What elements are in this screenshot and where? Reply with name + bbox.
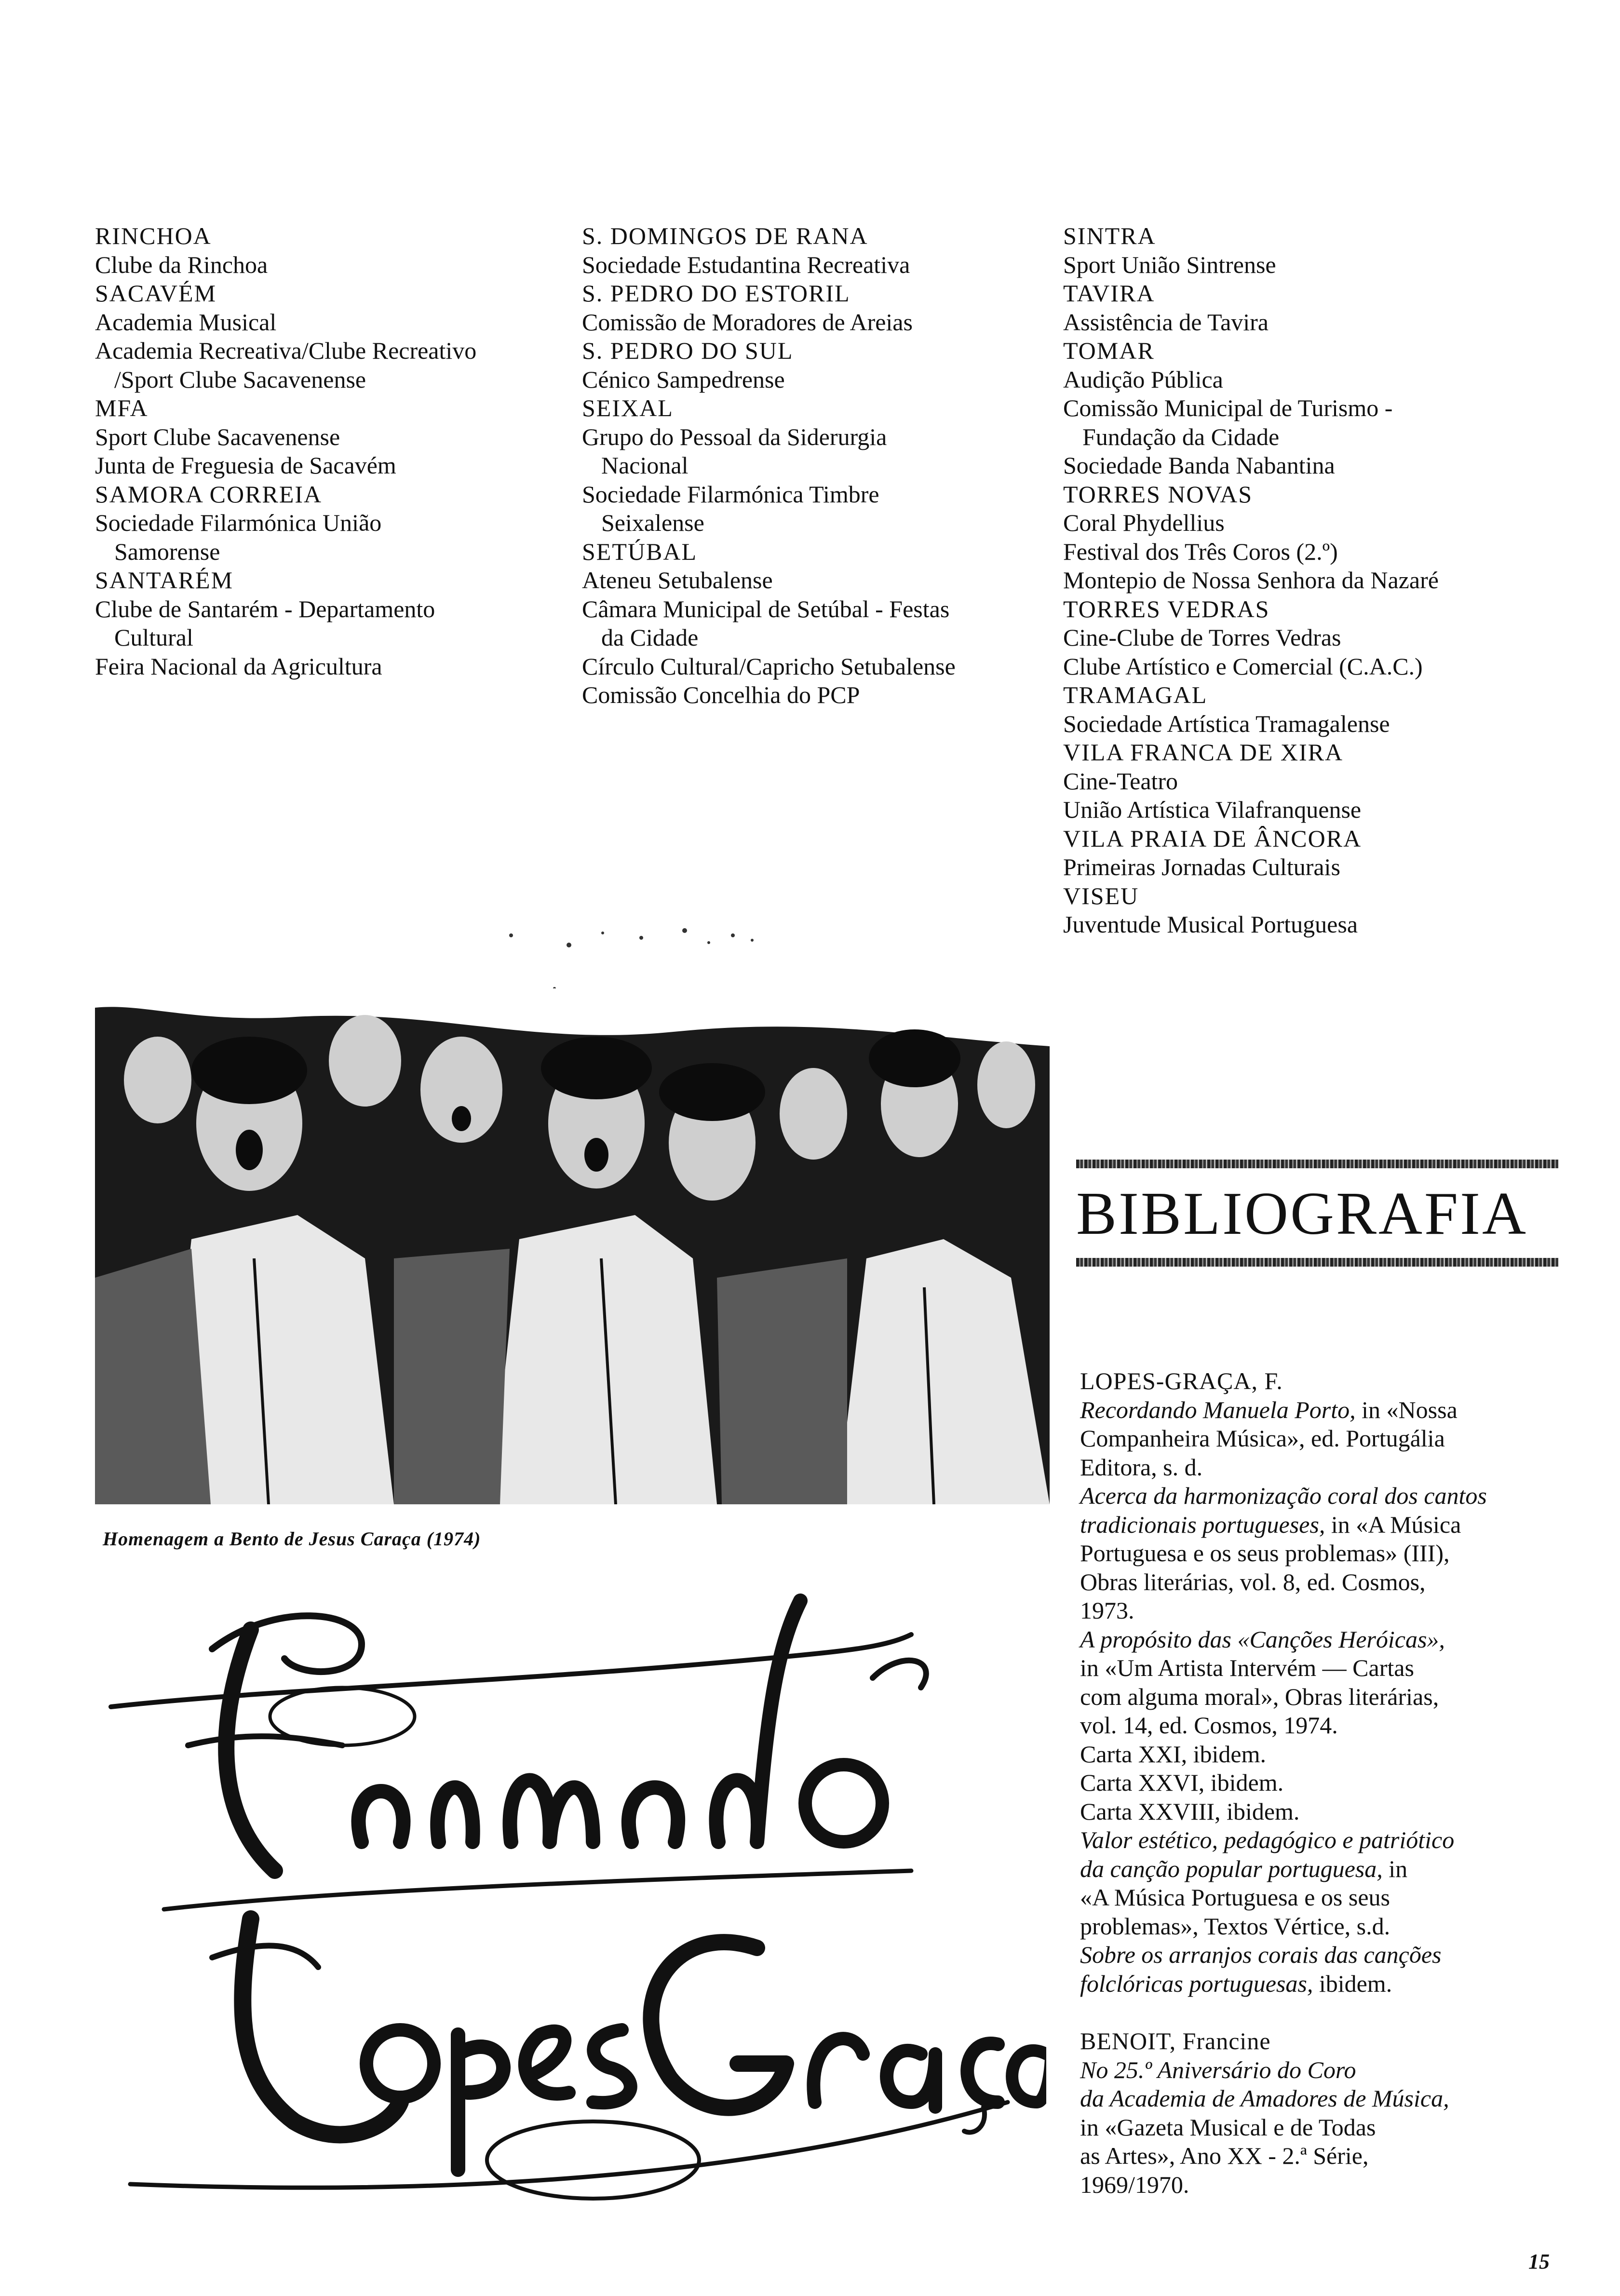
place-heading: SINTRA — [1063, 222, 1156, 249]
venue-entry: Sport União Sintrense — [1063, 251, 1276, 278]
reference-line — [1080, 2084, 1567, 2113]
reference-title: Sobre os arranjos corais das canções — [1080, 1941, 1442, 1968]
reference-line — [1080, 1396, 1567, 1425]
reference-line — [1080, 2113, 1567, 2142]
venue-entry: Sociedade Filarmónica Timbre — [582, 480, 879, 508]
venue-entry: Comissão de Moradores de Areias — [582, 308, 913, 336]
venue-entry: Assistência de Tavira — [1063, 308, 1269, 336]
venue-entry: Comissão Concelhia do PCP — [582, 681, 860, 708]
reference-line — [1080, 2171, 1567, 2200]
reference-line — [1080, 1769, 1567, 1797]
place-heading: VISEU — [1063, 882, 1139, 909]
venue-entry: Ateneu Setubalense — [582, 567, 773, 594]
place-heading: VILA FRANCA DE XIRA — [1063, 739, 1344, 766]
reference-text: Carta XXI, ibidem. — [1080, 1740, 1267, 1768]
reference-author — [1080, 1367, 1567, 1396]
reference-line — [1080, 1740, 1567, 1769]
reference-text: ibidem. — [1313, 1970, 1392, 1997]
bibliography-header — [1076, 1160, 1558, 1267]
venue-entry: Cultural — [114, 624, 193, 651]
venue-entry: Sociedade Banda Nabantina — [1063, 452, 1335, 479]
reference-title: folclóricas portuguesas, — [1080, 1970, 1313, 1997]
venue-entry: Sociedade Filarmónica União — [95, 509, 382, 536]
reference-text: in «Nossa — [1355, 1396, 1458, 1423]
reference-line — [1080, 1826, 1567, 1855]
place-heading: S. DOMINGOS DE RANA — [582, 222, 868, 249]
venue-entry: /Sport Clube Sacavenense — [114, 365, 366, 393]
venue-entry: Academia Musical — [95, 308, 277, 336]
reference-text: com alguma moral», Obras literárias, — [1080, 1683, 1439, 1710]
place-heading: SETÚBAL — [582, 538, 697, 565]
venue-entry: Nacional — [601, 452, 688, 479]
venue-entry: Cine-Clube de Torres Vedras — [1063, 624, 1341, 651]
reference-text: Editora, s. d. — [1080, 1453, 1203, 1481]
reference-text: in «A Música — [1325, 1511, 1461, 1538]
reference-text: Carta XXVIII, ibidem. — [1080, 1797, 1300, 1825]
place-heading: MFA — [95, 394, 148, 421]
venue-entry: Clube de Santarém - Departamento — [95, 595, 435, 622]
reference-line — [1080, 1970, 1567, 1999]
reference-text: Companheira Música», ed. Portugália — [1080, 1425, 1445, 1452]
venue-entry: Sociedade Artística Tramagalense — [1063, 710, 1390, 737]
reference-line — [1080, 1424, 1567, 1453]
photo-caption: Homenagem a Bento de Jesus Caraça (1974) — [103, 1528, 481, 1550]
reference-line — [1080, 1912, 1567, 1941]
place-heading: SACAVÉM — [95, 280, 217, 307]
reference-text: as Artes», Ano XX - 2.ª Série, — [1080, 2142, 1369, 2169]
venue-entry: Fundação da Cidade — [1082, 423, 1280, 450]
venue-column-2 — [582, 222, 1064, 710]
bibliography-list — [1080, 1367, 1567, 2199]
reference-line — [1080, 1883, 1567, 1912]
reference-spacer — [1080, 1998, 1567, 2027]
venue-entry: Clube Artístico e Comercial (C.A.C.) — [1063, 652, 1423, 680]
place-heading: VILA PRAIA DE ÂNCORA — [1063, 824, 1362, 852]
reference-title: da Academia de Amadores de Música, — [1080, 2085, 1449, 2112]
venue-entry: da Cidade — [601, 624, 699, 651]
reference-line — [1080, 1654, 1567, 1683]
reference-line — [1080, 1568, 1567, 1597]
venue-entry: União Artística Vilafranquense — [1063, 796, 1362, 823]
place-heading: TORRES VEDRAS — [1063, 595, 1270, 622]
reference-line — [1080, 2056, 1567, 2085]
reference-line — [1080, 1683, 1567, 1712]
venue-entry: Juventude Musical Portuguesa — [1063, 911, 1358, 938]
venue-entry: Cénico Sampedrense — [582, 365, 785, 393]
reference-text: LOPES-GRAÇA, F. — [1080, 1367, 1283, 1394]
reference-line — [1080, 1453, 1567, 1482]
venue-entry: Comissão Municipal de Turismo - — [1063, 394, 1393, 421]
reference-title: Valor estético, pedagógico e patriótico — [1080, 1826, 1455, 1853]
reference-line — [1080, 1511, 1567, 1540]
reference-text: Portuguesa e os seus problemas» (III), — [1080, 1540, 1450, 1567]
place-heading: TORRES NOVAS — [1063, 480, 1253, 508]
venue-entry: Junta de Freguesia de Sacavém — [95, 452, 396, 479]
crowd-photo-image — [95, 988, 1050, 1504]
venue-column-3 — [1063, 222, 1574, 939]
place-heading: SAMORA CORREIA — [95, 480, 323, 508]
reference-title: Recordando Manuela Porto, — [1080, 1396, 1356, 1423]
reference-text: BENOIT, Francine — [1080, 2027, 1271, 2054]
reference-line — [1080, 2142, 1567, 2171]
reference-line — [1080, 1711, 1567, 1740]
reference-text: in «Gazeta Musical e de Todas — [1080, 2113, 1376, 2141]
top-decorative-rule — [1076, 1160, 1558, 1168]
venue-entry: Samorense — [114, 538, 220, 565]
reference-line — [1080, 1941, 1567, 1970]
calligraphy-logo — [92, 1572, 1046, 2223]
bottom-decorative-rule — [1076, 1258, 1558, 1267]
venue-entry: Sport Clube Sacavenense — [95, 423, 340, 450]
place-heading: S. PEDRO DO ESTORIL — [582, 280, 850, 307]
reference-text: in «Um Artista Intervém — Cartas — [1080, 1654, 1414, 1681]
page-number: 15 — [1528, 2250, 1550, 2273]
place-heading: SEIXAL — [582, 394, 674, 421]
venue-entry: Montepio de Nossa Senhora da Nazaré — [1063, 567, 1439, 594]
reference-author — [1080, 2027, 1567, 2056]
place-heading: TRAMAGAL — [1063, 681, 1208, 708]
venue-entry: Seixalense — [601, 509, 704, 536]
venue-entry: Círculo Cultural/Capricho Setubalense — [582, 652, 956, 680]
reference-line — [1080, 1596, 1567, 1625]
venue-entry: Coral Phydellius — [1063, 509, 1225, 536]
reference-line — [1080, 1797, 1567, 1826]
venue-entry: Festival dos Três Coros (2.º) — [1063, 538, 1338, 565]
reference-text: in — [1382, 1855, 1408, 1882]
reference-title: Acerca da harmonização coral dos cantos — [1080, 1482, 1487, 1509]
reference-title: A propósito das «Canções Heróicas», — [1080, 1625, 1445, 1653]
venue-entry: Clube da Rinchoa — [95, 251, 268, 278]
venue-entry: Grupo do Pessoal da Siderurgia — [582, 423, 887, 450]
venue-entry: Cine-Teatro — [1063, 767, 1178, 795]
reference-text: problemas», Textos Vértice, s.d. — [1080, 1912, 1390, 1940]
reference-title: No 25.º Aniversário do Coro — [1080, 2056, 1356, 2083]
reference-text: Carta XXVI, ibidem. — [1080, 1769, 1284, 1796]
bibliography-title: BIBLIOGRAFIA — [1076, 1180, 1528, 1247]
place-heading: TOMAR — [1063, 337, 1155, 364]
venue-column-1 — [95, 222, 577, 681]
place-heading: RINCHOA — [95, 222, 212, 249]
crowd-photo — [95, 988, 1050, 1504]
venue-entry: Audição Pública — [1063, 365, 1223, 393]
reference-line — [1080, 1539, 1567, 1568]
venue-entry: Câmara Municipal de Setúbal - Festas — [582, 595, 950, 622]
reference-title: da canção popular portuguesa, — [1080, 1855, 1383, 1882]
reference-text: Obras literárias, vol. 8, ed. Cosmos, — [1080, 1568, 1426, 1595]
reference-line — [1080, 1625, 1567, 1654]
reference-title: tradicionais portugueses, — [1080, 1511, 1325, 1538]
place-heading: S. PEDRO DO SUL — [582, 337, 794, 364]
reference-text: 1973. — [1080, 1597, 1134, 1624]
place-heading: SANTARÉM — [95, 567, 234, 594]
venue-entry: Primeiras Jornadas Culturais — [1063, 853, 1340, 880]
venue-entry: Feira Nacional da Agricultura — [95, 652, 382, 680]
reference-text: vol. 14, ed. Cosmos, 1974. — [1080, 1712, 1338, 1739]
reference-text: 1969/1970. — [1080, 2171, 1189, 2198]
reference-line — [1080, 1482, 1567, 1511]
place-heading: TAVIRA — [1063, 280, 1155, 307]
reference-line — [1080, 1855, 1567, 1884]
reference-text: «A Música Portuguesa e os seus — [1080, 1884, 1390, 1911]
venue-entry: Sociedade Estudantina Recreativa — [582, 251, 910, 278]
venue-entry: Academia Recreativa/Clube Recreativo — [95, 337, 477, 364]
